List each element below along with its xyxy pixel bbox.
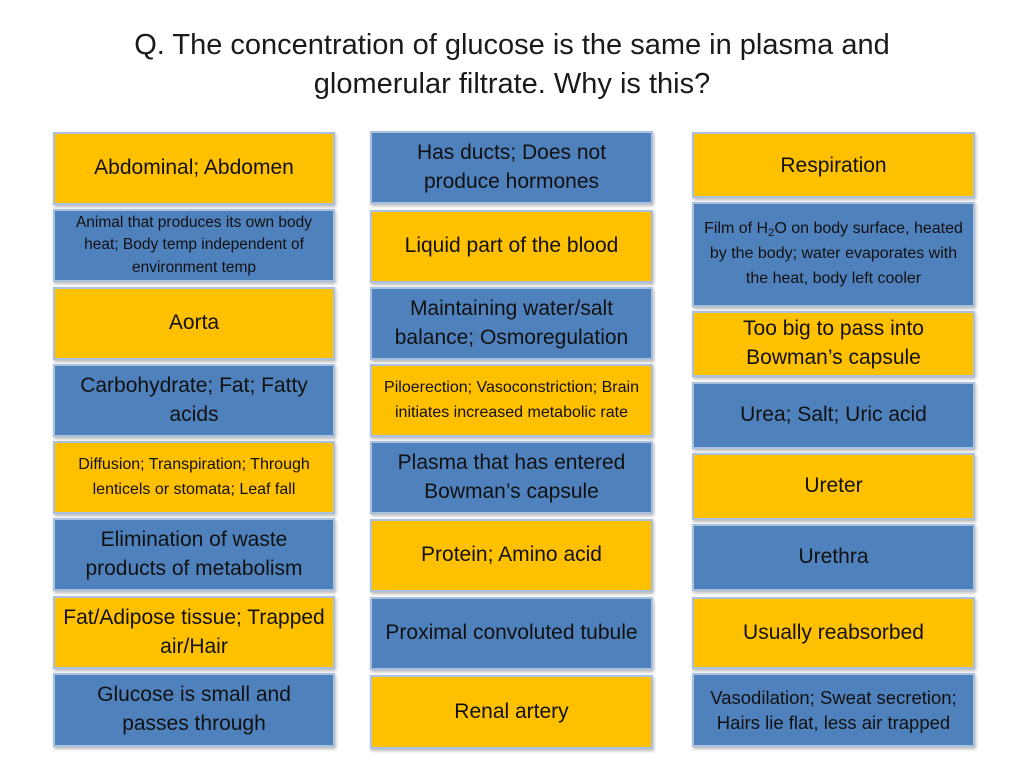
card-excretion[interactable] xyxy=(53,518,335,591)
card-sweat-film[interactable] xyxy=(692,202,975,307)
card-renal-artery[interactable] xyxy=(370,675,653,749)
card-label: Elimination of waste products of metabolism xyxy=(85,527,303,580)
card-label: Abdominal; Abdomen xyxy=(94,156,294,180)
card-label: Glucose is small and passes through xyxy=(97,683,291,735)
card-label: Liquid part of the blood xyxy=(404,234,619,258)
card-label: Carbohydrate; Fat; Fatty acids xyxy=(80,373,308,426)
card-label: Piloerection; Vasoconstriction; Brain initiates increased metabolic rate xyxy=(384,378,639,421)
card-label: Urea; Salt; Uric acid xyxy=(740,403,927,427)
card-label: Animal that produces its own body heat; Body temp independent of environment temp xyxy=(75,213,313,276)
card-reabsorbed[interactable] xyxy=(692,597,975,669)
card-label: Respiration xyxy=(780,154,887,177)
question-line-2: glomerular filtrate. Why is this? xyxy=(313,68,711,100)
card-label: Diffusion; Transpiration; Through lenticels or stomata; Leaf fall xyxy=(78,455,310,498)
card-vasodilation[interactable] xyxy=(692,673,975,747)
card-plasma[interactable] xyxy=(370,210,653,283)
question-title xyxy=(60,26,964,104)
card-respiration[interactable] xyxy=(692,132,975,198)
card-too-big[interactable] xyxy=(692,311,975,377)
card-exocrine[interactable] xyxy=(370,131,653,204)
card-label: Maintaining water/salt balance; Osmoregulation xyxy=(394,296,629,349)
card-label: Vasodilation; Sweat secretion; Hairs lie flat, less air trapped xyxy=(710,686,957,733)
card-label: Has ducts; Does not produce hormones xyxy=(416,140,607,193)
card-label: Renal artery xyxy=(454,699,569,723)
card-abdominal[interactable] xyxy=(53,132,335,205)
card-insulation[interactable] xyxy=(53,596,335,669)
card-label xyxy=(700,217,967,291)
card-label: Proximal convoluted tubule xyxy=(385,621,638,645)
card-protein[interactable] xyxy=(370,519,653,592)
card-label: Fat/Adipose tissue; Trapped air/Hair xyxy=(63,605,325,658)
subscript-2: 2 xyxy=(768,227,775,240)
card-label: Too big to pass into Bowman’s capsule xyxy=(743,317,924,369)
card-label: Protein; Amino acid xyxy=(421,543,602,567)
card-ureter[interactable] xyxy=(692,453,975,520)
card-osmoregulation[interactable] xyxy=(370,287,653,360)
card-filtrate[interactable] xyxy=(370,441,653,514)
card-label-part: Film of H xyxy=(704,220,769,238)
card-urea[interactable] xyxy=(692,382,975,449)
card-urethra[interactable] xyxy=(692,524,975,591)
card-glucose[interactable] xyxy=(53,673,335,747)
question-line-1: Q. The concentration of glucose is the same in plasma and xyxy=(134,29,890,61)
card-piloerection[interactable] xyxy=(370,364,653,437)
card-carbohydrate[interactable] xyxy=(53,364,335,437)
card-label-part: O on body surface, heated by the body; water evaporates with the heat, body left cooler xyxy=(709,220,963,287)
card-label: Aorta xyxy=(168,311,220,334)
card-label: Usually reabsorbed xyxy=(743,620,924,644)
card-diffusion[interactable] xyxy=(53,441,335,514)
card-label: Plasma that has entered Bowman’s capsule xyxy=(397,450,626,503)
card-aorta[interactable] xyxy=(53,287,335,360)
card-label: Ureter xyxy=(804,474,863,498)
card-pct[interactable] xyxy=(370,597,653,670)
card-endotherm[interactable] xyxy=(53,209,335,282)
card-label: Urethra xyxy=(798,545,869,569)
